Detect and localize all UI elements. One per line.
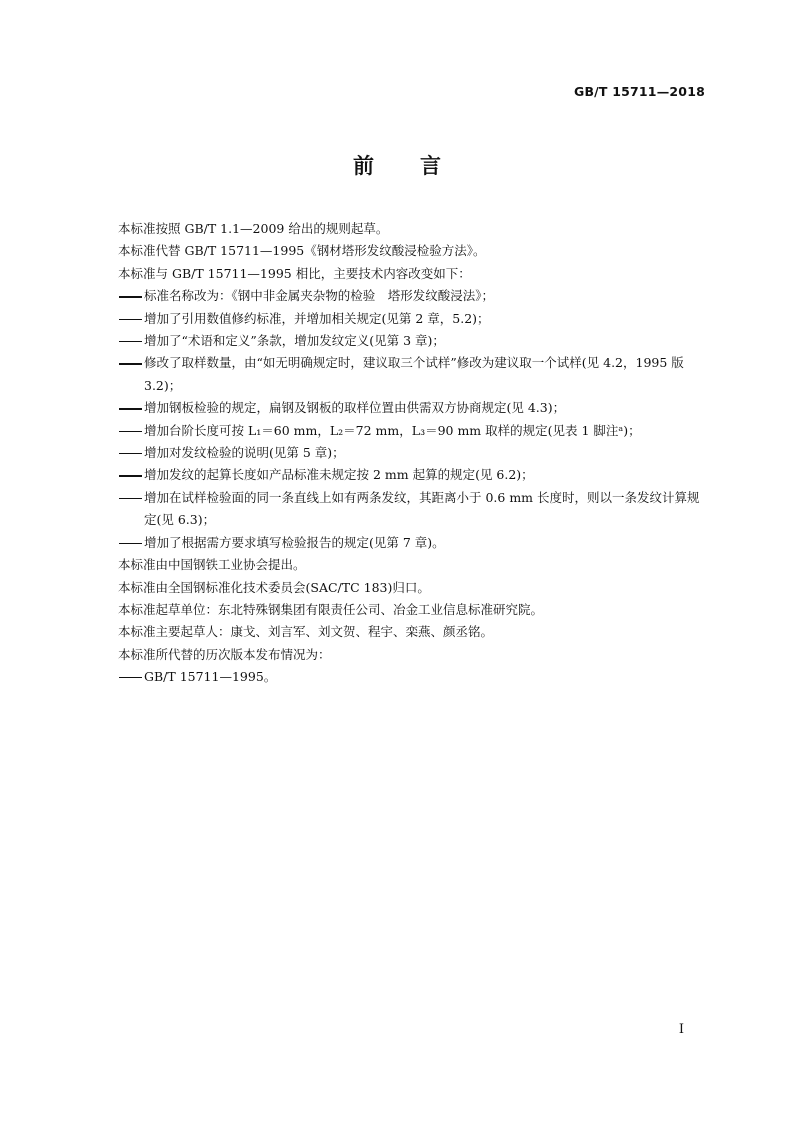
dash-icon [118,420,144,442]
dash-icon [118,397,144,419]
change-item [118,352,708,397]
dash-icon [118,487,144,509]
change-item-text: 增加钢板检验的规定，扁钢及钢板的取样位置由供需双方协商规定(见 4.3)； [144,400,566,416]
change-item [118,397,708,419]
dash-icon [118,352,144,374]
dash-icon [118,464,144,486]
dash-icon [118,330,144,352]
change-item [118,464,708,486]
dash-icon [118,308,144,330]
dash-icon [118,285,144,307]
paragraph-replaces: 本标准代替 GB/T 15711—1995《钢材塔形发纹酸浸检验方法》。 [118,243,486,259]
paragraph-previous-editions-intro: 本标准所代替的历次版本发布情况为： [118,646,331,662]
paragraph-changes-intro: 本标准与 GB/T 15711—1995 相比，主要技术内容改变如下： [118,265,471,281]
change-item [118,442,708,464]
change-item-text: 增加了引用数值修约标准，并增加相关规定(见第 2 章，5.2)； [144,310,490,326]
change-item [118,487,708,532]
paragraph-technical-committee: 本标准由全国钢标准化技术委员会(SAC/TC 183)归口。 [118,579,430,595]
standard-code: GB/T 15711—2018 [573,84,705,99]
paragraph-drafting-units: 本标准起草单位：东北特殊钢集团有限责任公司、冶金工业信息标准研究院。 [118,601,544,617]
change-item-text: 增加对发纹检验的说明(见第 5 章)； [144,445,345,461]
change-item-text: 增加了“术语和定义”条款，增加发纹定义(见第 3 章)； [144,333,445,349]
change-item [118,532,708,554]
dash-icon [118,442,144,464]
change-item-text: 修改了取样数量，由“如无明确规定时，建议取三个试样”修改为建议取一个试样(见 4.2，1995 版 3.2)； [144,355,684,393]
previous-edition-text: GB/T 15711—1995。 [144,669,277,685]
paragraph-proposed-by: 本标准由中国钢铁工业协会提出。 [118,557,306,573]
paragraph-drafting-rules: 本标准按照 GB/T 1.1—2009 给出的规则起草。 [118,221,389,236]
change-item [118,285,708,307]
change-item-text: 增加了根据需方要求填写检验报告的规定(见第 7 章)。 [144,534,445,550]
change-item [118,308,708,330]
change-item [118,420,708,442]
page-title: 前言 [353,154,487,178]
previous-edition-item [118,666,708,688]
change-item-text: 增加台阶长度可按 L₁＝60 mm，L₂＝72 mm，L₃＝90 mm 取样的规定(见表 1 脚注ᵃ)； [144,422,641,438]
dash-icon [118,532,144,554]
foreword-body [118,218,708,689]
page-number: I [678,1022,684,1037]
change-item [118,330,708,352]
change-item-text: 增加在试样检验面的同一条直线上如有两条发纹，其距离小于 0.6 mm 长度时，则以一条发纹计算规定(见 6.3)； [144,489,700,528]
change-item-text: 标准名称改为：《钢中非金属夹杂物的检验 塔形发纹酸浸法》； [144,288,495,304]
change-item-text: 增加发纹的起算长度如产品标准未规定按 2 mm 起算的规定(见 6.2)； [144,467,534,483]
dash-icon [118,666,144,688]
paragraph-drafters: 本标准主要起草人：康戈、刘言军、刘文贺、程宇、栾燕、颜丞铭。 [118,624,494,640]
